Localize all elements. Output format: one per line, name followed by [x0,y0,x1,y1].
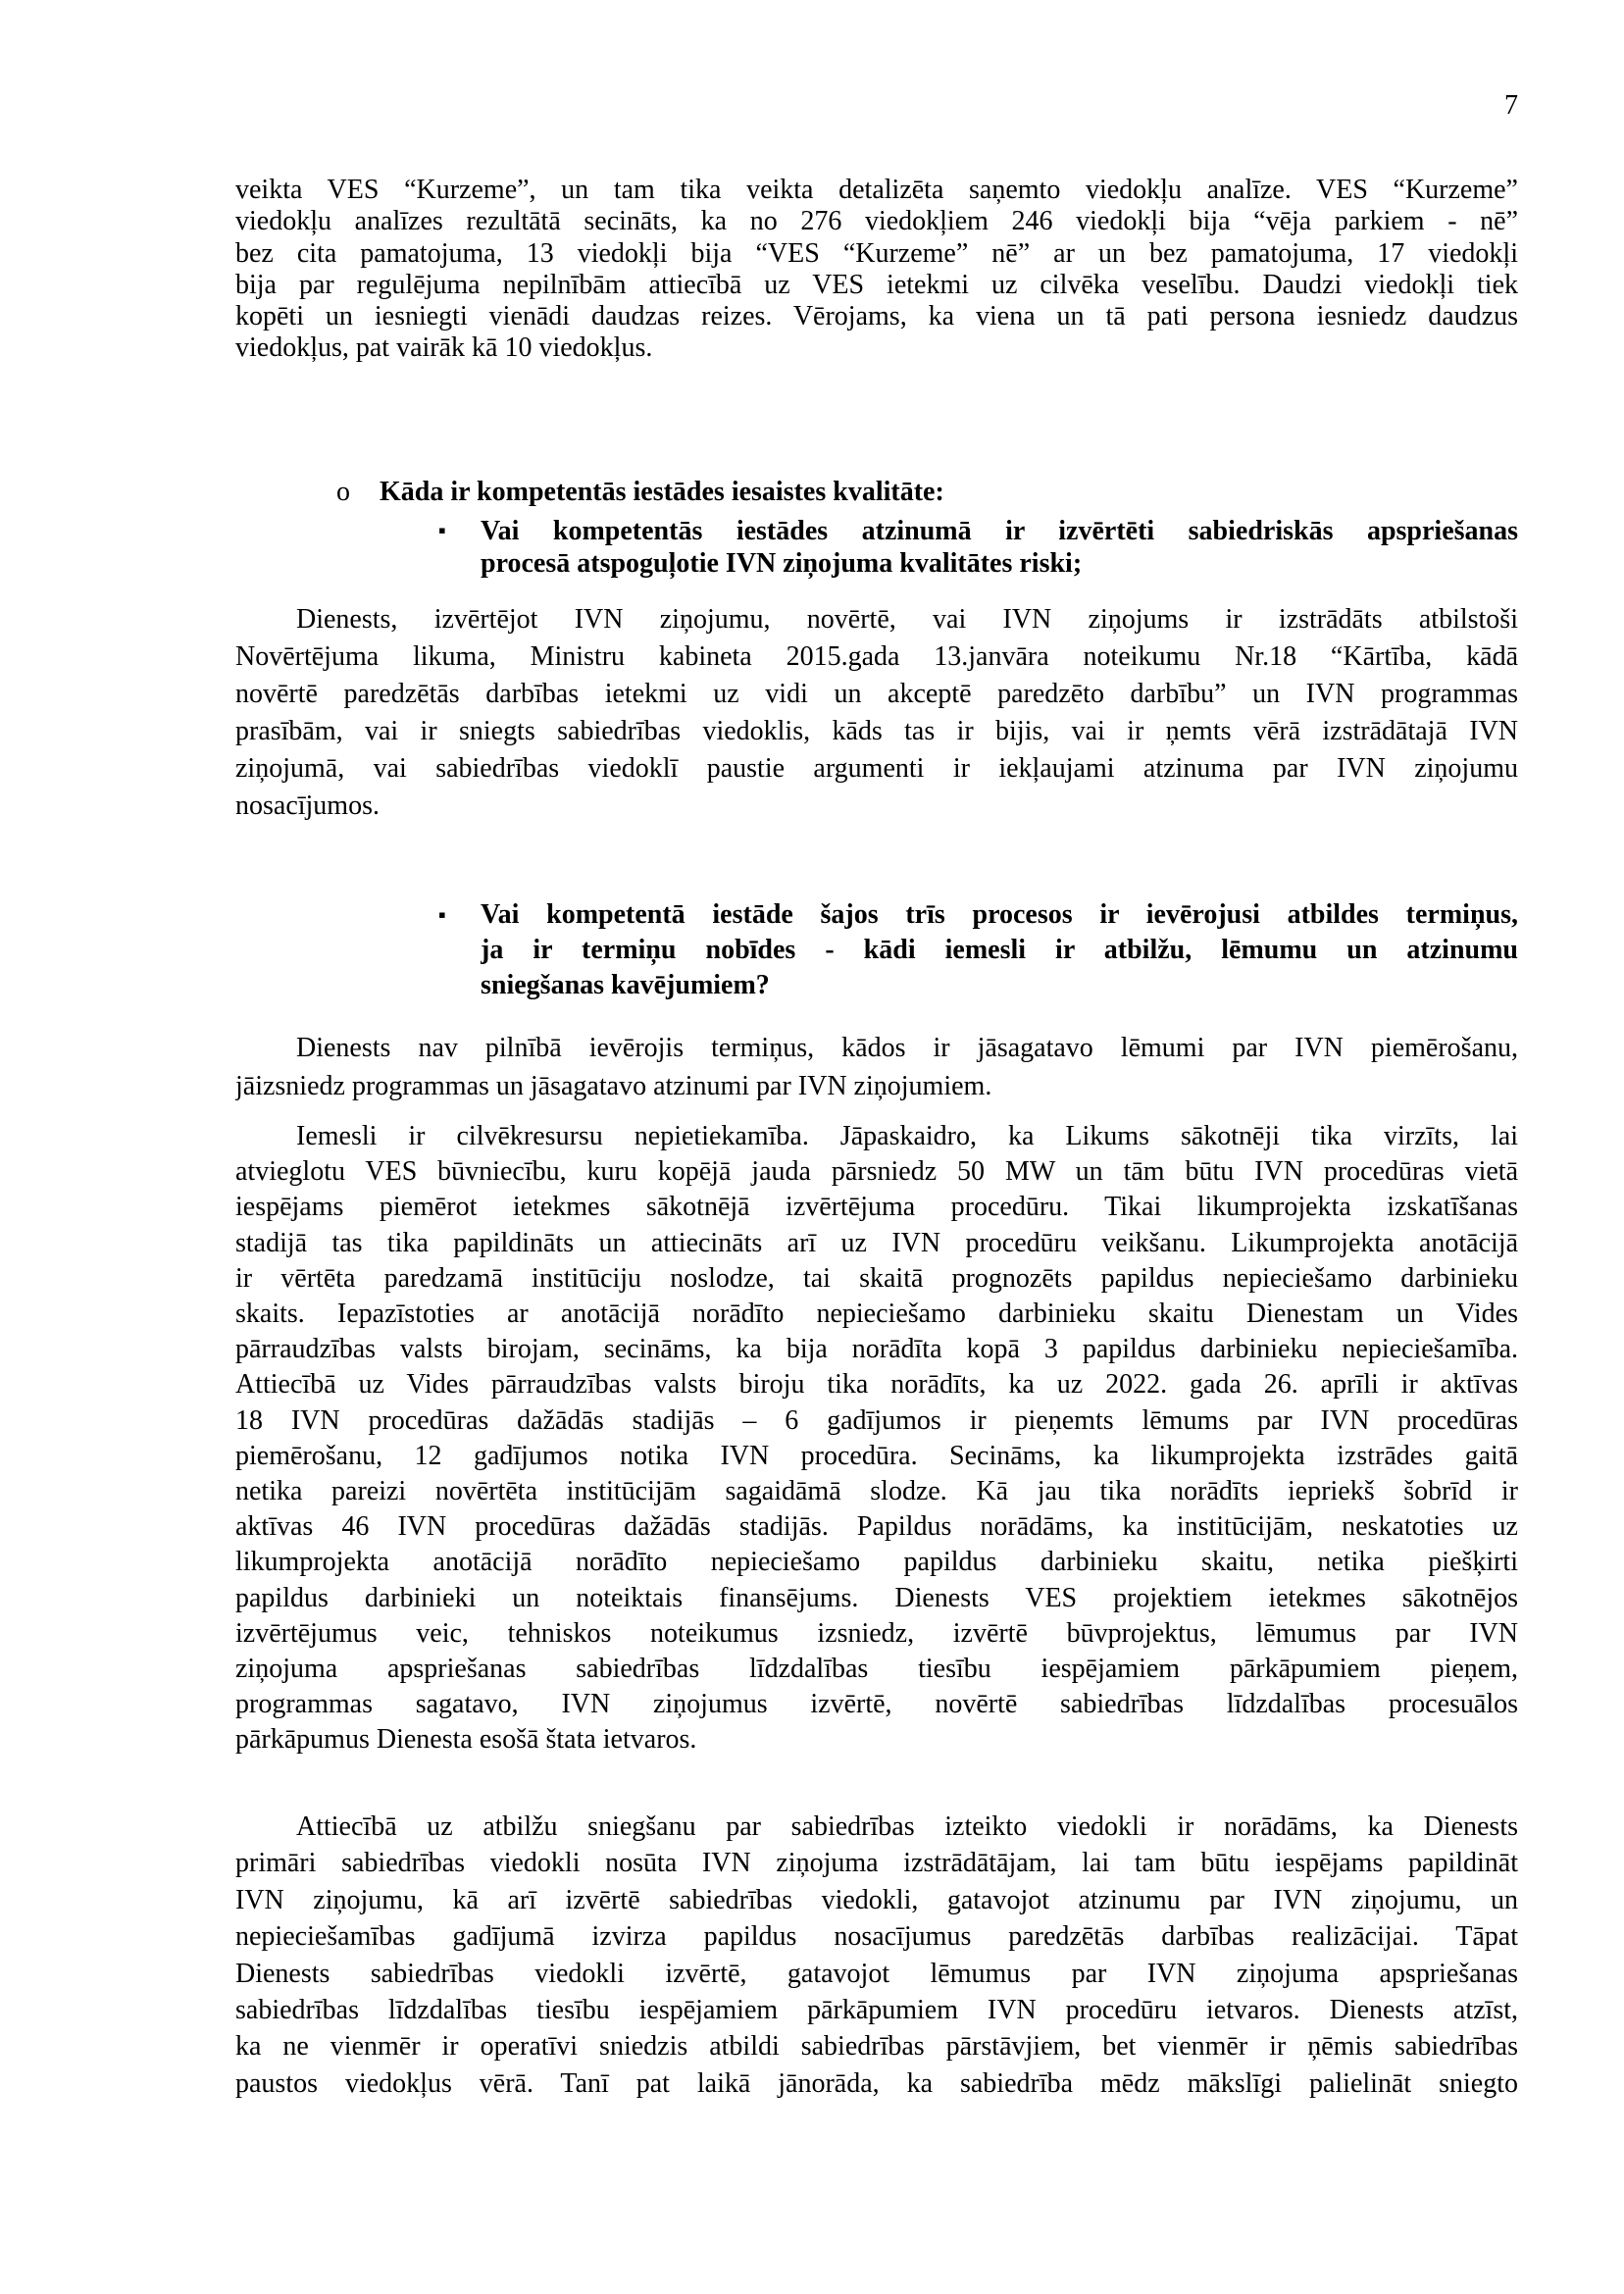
text-line: ziņojumā, vai sabiedrības viedoklī paustie argumenti ir iekļaujami atzinuma par IVN ziņojumu [235,753,1518,784]
heading-1-text: Kāda ir kompetentās iestādes iesaistes kvalitāte: [380,477,944,507]
text-line: aktīvas 46 IVN procedūras dažādās stadijās. Papildus norādāms, ka institūcijām, neskatoties uz [235,1511,1518,1543]
text-line: bija par regulējuma nepilnībām attiecībā uz VES ietekmi uz cilvēka veselību. Daudzi viedokļi tiek [235,269,1518,300]
paragraph-3 [235,1029,1518,1105]
text-line: ziņojuma apspriešanas sabiedrības līdzdalības tiesību iespējamiem pārkāpumiem pieņem, [235,1654,1518,1685]
text-line: procesā atspoguļotie IVN ziņojuma kvalitātes riski; [481,548,1083,579]
text-line: novērtē paredzētās darbības ietekmi uz vidi un akceptē paredzēto darbību” un IVN programmas [235,679,1518,709]
text-line: sabiedrības līdzdalības tiesību iespējamiem pārkāpumiem IVN procedūru ietvaros. Dienests atzīst, [235,1995,1518,2026]
text-line: prasībām, vai ir sniegts sabiedrības viedoklis, kāds tas ir bijis, vai ir ņemts vērā izstrādātajā IVN [235,716,1518,746]
text-line: sniegšanas kavējumiem? [481,970,770,1000]
text-line: pārkāpumus Dienesta esošā štata ietvaros. [235,1724,697,1756]
text-line: stadijā tas tika papildināts un attiecināts arī uz IVN procedūru veikšanu. Likumprojekta anotācijā [235,1227,1518,1258]
text-line: Iemesli ir cilvēkresursu nepietiekamība. Jāpaskaidro, ka Likums sākotnēji tika virzīts, lai [296,1121,1518,1151]
paragraph-2 [235,601,1518,825]
text-line: papildus darbinieki un noteiktais finansējums. Dienests VES projektiem ietekmes sākotnējos [235,1582,1518,1613]
text-line: 18 IVN procedūras dažādās stadijās – 6 gadījumos ir pieņemts lēmums par IVN procedūras [235,1404,1518,1436]
text-line: IVN ziņojumu, kā arī izvērtē sabiedrības viedokli, gatavojot atzinumu par IVN ziņojumu, un [235,1884,1518,1915]
hollow-bullet-icon: o [336,477,350,507]
text-line: skaits. Iepazīstoties ar anotācijā norādīto nepieciešamo darbinieku skaitu Dienestam un Vides [235,1299,1518,1330]
text-line: nepieciešamības gadījumā izvirza papildus nosacījumus paredzētās darbības realizācijai. Tāpat [235,1921,1518,1953]
text-line: likumprojekta anotācijā norādīto nepieciešamo papildus darbinieku skaitu, netika piešķirti [235,1547,1518,1578]
text-line: piemērošanu, 12 gadījumos notika IVN procedūra. Secināms, ka likumprojekta izstrādes gaitā [235,1440,1518,1471]
text-line: bez cita pamatojuma, 13 viedokļi bija “VES “Kurzeme” nē” ar un bez pamatojuma, 17 viedokļi [235,237,1518,269]
bullet-1-text [481,515,1518,580]
text-line: izvērtējumus veic, tehniskos noteikumus izsniedz, izvērtē būvprojektus, lēmumus par IVN [235,1617,1518,1649]
text-line: atvieglotu VES būvniecību, kuru kopējā jauda pārsniedz 50 MW un tām būtu IVN procedūras vietā [235,1156,1518,1188]
text-line: jāizsniedz programmas un jāsagatavo atzinumi par IVN ziņojumiem. [235,1071,992,1101]
text-line: iespējams piemērot ietekmes sākotnējā izvērtējuma procedūru. Tikai likumprojekta izskatīšanas [235,1192,1518,1223]
paragraph-1 [235,175,1518,365]
text-line: pārraudzības valsts birojam, secināms, ka bija norādīta kopā 3 papildus darbinieku nepieciešamība. [235,1334,1518,1365]
page-number: 7 [1504,90,1518,121]
bullet-2-text [481,897,1518,1003]
text-line: Dienests nav pilnībā ievērojis termiņus, kādos ir jāsagatavo lēmumi par IVN piemērošanu, [296,1033,1518,1063]
text-line: programmas sagatavo, IVN ziņojumus izvērtē, novērtē sabiedrības līdzdalības procesuālos [235,1689,1518,1720]
text-line: primāri sabiedrības viedokli nosūta IVN ziņojuma izstrādātājam, lai tam būtu iespējams papildināt [235,1848,1518,1879]
text-line: Attiecībā uz atbilžu sniegšanu par sabiedrības izteikto viedokli ir norādāms, ka Dienests [296,1811,1518,1842]
text-line: netika pareizi novērtēta institūcijām sagaidāmā slodze. Kā jau tika norādīts iepriekš šobrīd ir [235,1476,1518,1507]
text-line: ir vērtēta paredzamā institūciju noslodze, tai skaitā prognozēts papildus nepieciešamo darbinieku [235,1262,1518,1294]
text-line: Vai kompetentās iestādes atzinumā ir izvērtēti sabiedriskās apspriešanas [481,516,1518,546]
text-line: Attiecībā uz Vides pārraudzības valsts biroju tika norādīts, ka uz 2022. gada 26. aprīli ir aktīvas [235,1369,1518,1401]
text-line: kopēti un iesniegti vienādi daudzas reizes. Vērojams, ka viena un tā pati persona iesniedz daudzus [235,301,1518,332]
text-line: viedokļus, pat vairāk kā 10 viedokļus. [235,332,653,364]
text-line: Dienests, izvērtējot IVN ziņojumu, novērtē, vai IVN ziņojums ir izstrādāts atbilstoši [296,604,1518,635]
text-line: paustos viedokļus vērā. Tanī pat laikā jānorāda, ka sabiedrība mēdz mākslīgi palielināt sniegto [235,2067,1518,2099]
text-line: ka ne vienmēr ir operatīvi sniedzis atbildi sabiedrības pārstāvjiem, bet vienmēr ir ņēmis sabiedrības [235,2031,1518,2063]
text-line: veikta VES “Kurzeme”, un tam tika veikta detalizēta saņemto viedokļu analīze. VES “Kurzeme” [235,175,1518,205]
text-line: ja ir termiņu nobīdes - kādi iemesli ir atbilžu, lēmumu un atzinumu [481,935,1518,965]
text-line: Dienests sabiedrības viedokli izvērtē, gatavojot lēmumus par IVN ziņojuma apspriešanas [235,1958,1518,1989]
square-bullet-icon: ▪ [438,518,446,542]
text-line: Vai kompetentā iestāde šajos trīs procesos ir ievērojusi atbildes termiņus, [481,899,1518,930]
text-line: nosacījumos. [235,790,380,821]
text-line: Novērtējuma likuma, Ministru kabineta 2015.gada 13.janvāra noteikumu Nr.18 “Kārtība, kādā [235,641,1518,672]
paragraph-4 [235,1119,1518,1759]
text-line: viedokļu analīzes rezultātā secināts, ka no 276 viedokļiem 246 viedokļi bija “vēja parkiem - nē” [235,206,1518,237]
paragraph-5 [235,1809,1518,2102]
square-bullet-icon: ▪ [438,902,446,927]
